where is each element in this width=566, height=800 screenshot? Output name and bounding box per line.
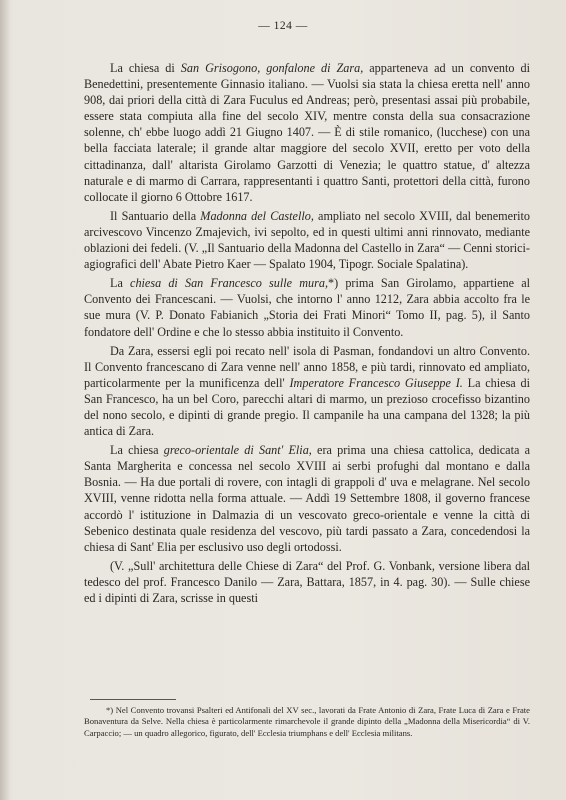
text-run: La chiesa di San Francesco, ha un bel Coro, parecchi altari di marmo, un prezioso crocefisso bizantino del nono secolo, e dipinti di grande pregio. Il campanile ha una campana del 1328; la più antica di Zara. [84,375,530,439]
text-run: era prima una chiesa cattolica, dedicata a Santa Margherita e concessa nel secolo XVIII ai serbi profughi dal montano e dalla Bosnia. — Ha due portali di rovere, con intagli di grappoli d' uva e melagrane. Nel secolo XVIII, venne ridotta nella forma attuale. — Addì 19 Settembre 1808, il governo francese accordò l' istituzione in Dalmazia di un vescovato greco-orientale e venne la città di Sebenico destinata quale residenza del vescovo, più tardi passato a Zara, concedendosi la chiesa di Sant' Elia per esclusivo uso degli ortodossi. [84,443,531,554]
paragraph-sant-elia [84,442,530,555]
italic-text-run: Imperatore Francesco Giuseppe I. [289,375,463,390]
text-run: ampliato nel secolo XVIII, dal benemerito arcivescovo Vincenzo Zmajevich, ivi sepolto, ed in questi ultimi anni rinnovato, mediante oblazioni dei fedeli. (V. „Il Santuario della Madonna del Castello in Zara“ — Cenni storici-agiografici dell' Abate Pietro Kaer — Spalato 1904, Tipogr. Sociale Spalatina). [84,208,530,272]
italic-text-run: Madonna del Castello, [200,208,314,223]
text-run: La chiesa [110,443,164,458]
paragraph-san-francesco [84,275,530,339]
text-run: Da Zara, essersi egli poi recato nell' isola di Pasman, fondandovi un altro Convento. Il Convento francescano di Zara venne nell' anno 1858, e più tardi, rinnovato ed ampliato, particolarmente per la munificenza dell' [84,343,530,390]
body-text [84,60,530,606]
page-number: — 124 — [258,20,308,32]
paragraph-pasman [84,343,530,440]
paragraph-santuario [84,208,530,272]
text-run: apparteneva ad un convento di Benedettini, presentemente Ginnasio italiano. — Vuolsi sia stata la chiesa eretta nell' anno 908, dai priori della città di Zara Fuculus ed Andreas; però, presentasi assai più probabile, essere stata compiuta alla fine del secolo XIV, mentre consta della sua consacrazione solenne, ch' ebbe luogo addì 21 Giugno 1407. — È di stile romanico, (lucchese) con una bella facciata laterale; il grande altar maggiore del secolo XVII, eretto per voto della cittadinanza, dall' altarista Girolamo Garzotti di Venezia; le quattro statue, d' altezza naturale e di marmo di Carrara, rappresentanti i quattro Santi, protettori della città, furono collocate il giorno 6 Ottobre 1617. [84,61,530,204]
italic-text-run: chiesa di San Francesco sulle mura, [130,276,328,291]
text-run: La [110,276,131,291]
italic-text-run: greco-orientale di Sant' Elia, [163,443,312,458]
binding-shadow [0,0,10,800]
footnote-divider [90,699,176,700]
footnote: *) Nel Convento trovansi Psalteri ed Antifonali del XV sec., lavorati da Frate Antonio di Zara, Frate Luca di Zara e Frate Bonaventura da Selve. Nella chiesa è particolarmente rimarchevole il grande dipinto della „Madonna della Misericordia“ di V. Carpaccio; — un quadro allegorico, figurato, dell' Ecclesia triumphans e dell' Ecclesia militans. [84,705,530,738]
text-run: Il Santuario della [110,208,201,223]
text-run: La chiesa di [110,61,181,75]
paragraph-vonbank [84,558,530,606]
text-run: *) prima San Girolamo, appartiene al Convento dei Francescani. — Vuolsi, che intorno l' anno 1212, Zara abbia accolto fra le sue mura (V. P. Donato Fabianich „Storia dei Frati Minori“ Tomo II, pag. 5), il Santo fondatore dell' Ordine e che lo stesso abbia instituito il Convento. [84,276,530,339]
paragraph-san-grisogono [84,60,530,205]
text-run: (V. „Sull' architettura delle Chiese di Zara“ del Prof. G. Vonbank, versione libera dal tedesco del prof. Francesco Danilo — Zara, Battara, 1857, in 4. pag. 30). — Sulle chiese ed i dipinti di Zara, scrisse in questi [84,558,530,605]
italic-text-run: San Grisogono, gonfalone di Zara, [180,61,364,75]
